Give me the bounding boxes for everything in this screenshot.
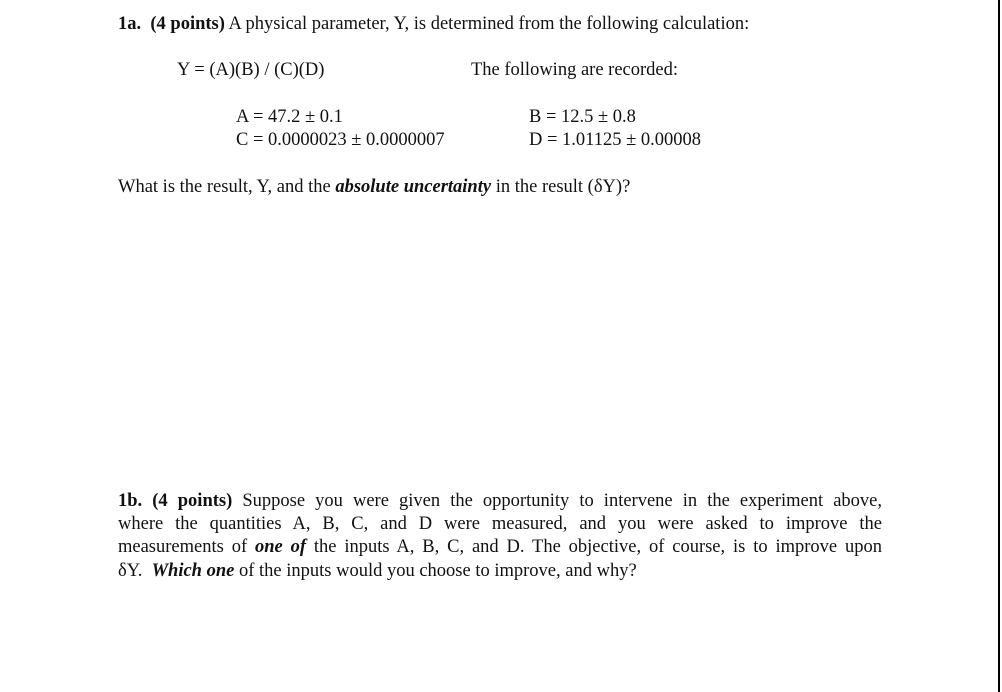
q1a-points: (4 points) xyxy=(150,14,225,34)
q1a-header-line xyxy=(118,13,749,36)
q1b-line3-post: the inputs A, B, C, and D. The objective, of course, is to improve upon xyxy=(313,537,882,557)
measurement-b: B = 12.5 ± 0.8 xyxy=(529,107,636,127)
q1a-intro: A physical parameter, Y, is determined from the following calculation: xyxy=(228,14,750,34)
q1a-question-post: in the result (δY)? xyxy=(495,177,631,197)
q1b-line2-text: where the quantities A, B, C, and D were measured, and you were asked to improve the xyxy=(118,514,882,534)
q1b-line-4 xyxy=(118,560,882,583)
q1b-line3-emphasis: one of xyxy=(254,537,307,557)
q1b-label: 1b. xyxy=(118,491,143,511)
q1b-line-3 xyxy=(118,536,882,559)
measurement-d: D = 1.01125 ± 0.00008 xyxy=(529,130,702,150)
q1b-line3-pre: measurements of xyxy=(118,537,248,557)
q1b-line4-emphasis: Which one xyxy=(151,561,235,581)
q1b-line-2 xyxy=(118,513,882,536)
q1b-points: (4 points) xyxy=(152,491,233,511)
q1a-equation: Y = (A)(B) / (C)(D) xyxy=(177,60,325,80)
page-right-border xyxy=(998,0,1000,692)
q1b-line1-text: Suppose you were given the opportunity to intervene in the experiment above, xyxy=(242,491,882,511)
q1a-question xyxy=(118,176,630,199)
q1a-question-pre: What is the result, Y, and the xyxy=(118,177,331,197)
q1b-line4-post: of the inputs would you choose to improve, and why? xyxy=(238,561,637,581)
q1a-question-emphasis: absolute uncertainty xyxy=(335,177,492,197)
q1b-line4-pre: δY. xyxy=(118,561,143,581)
q1b-line-1 xyxy=(118,490,882,513)
measurement-c: C = 0.0000023 ± 0.0000007 xyxy=(236,130,445,150)
q1a-label: 1a. xyxy=(118,14,142,34)
q1a-recorded-label: The following are recorded: xyxy=(471,60,679,80)
measurement-a: A = 47.2 ± 0.1 xyxy=(236,107,343,127)
